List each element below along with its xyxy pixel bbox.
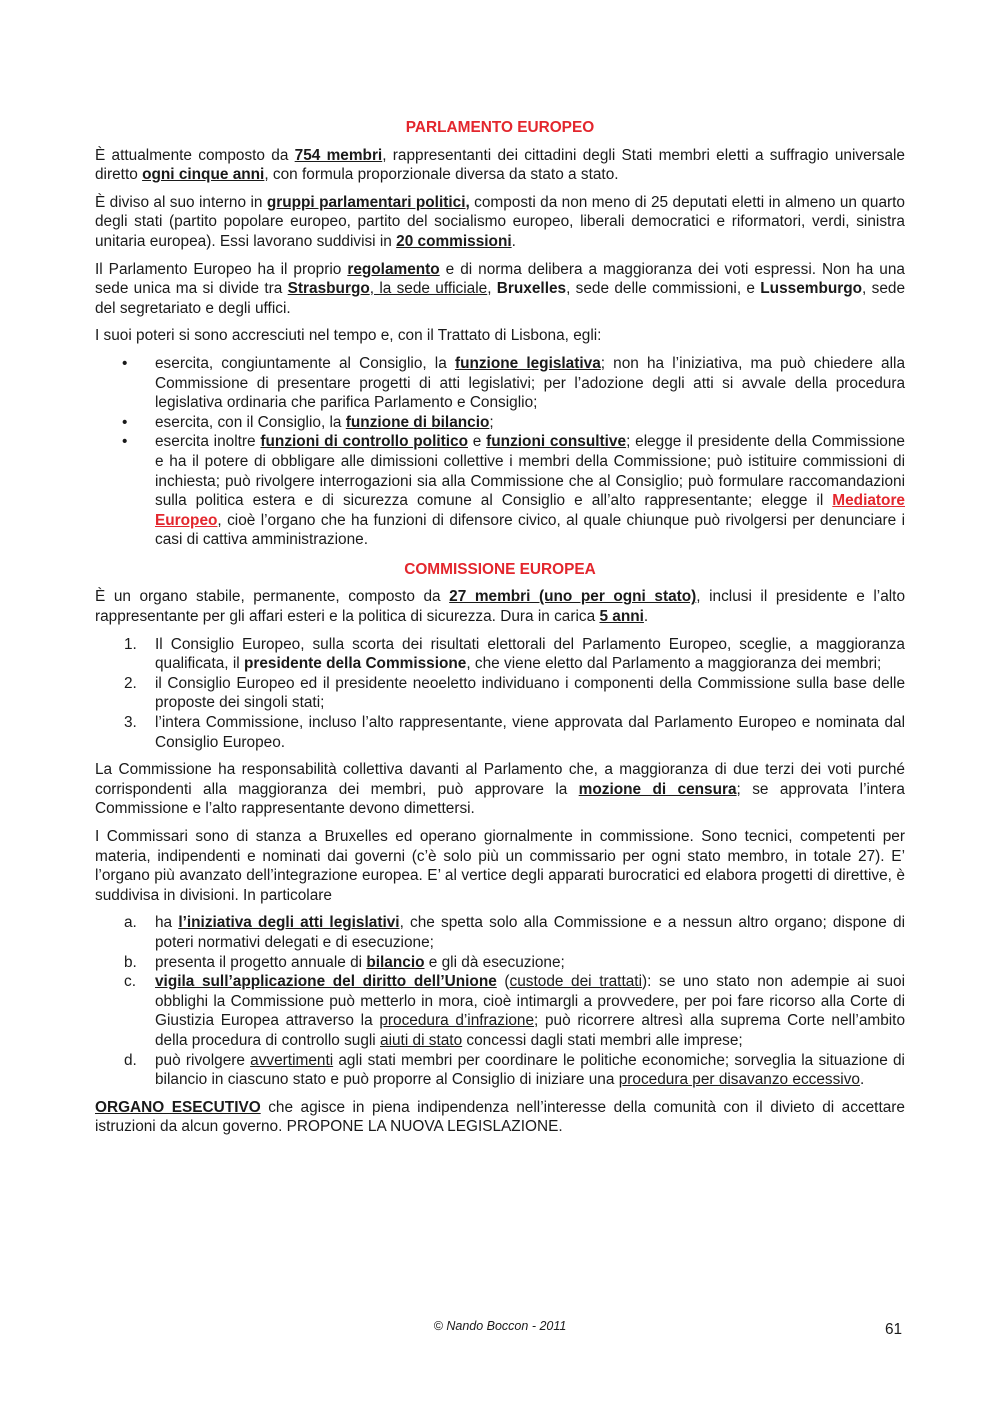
list-item-a: a. ha l’iniziativa degli atti legislativi, che spetta solo alla Commissione e a nessun altro organo; dispone di poteri normativi delegati e di esecuzione; [124,914,905,951]
list-item-b: b. presenta il progetto annuale di bilancio e gli dà esecuzione; [124,953,565,971]
highlight-gruppi-parlamentari: gruppi parlamentari politici, [266,193,470,211]
highlight-funzioni-consultive: funzioni consultive [486,433,627,451]
section-title-commissione: COMMISSIONE EUROPEA [404,560,596,578]
appointment-steps-list [95,635,905,753]
powers-list [95,354,905,550]
bullet-mark: • [122,354,128,372]
section-title-parlamento: PARLAMENTO EUROPEO [405,119,595,136]
highlight-vigila-diritto: vigila sull’applicazione del diritto dell’Unione [155,973,497,991]
paragraph-executive-organ: ORGANO ESECUTIVO che agisce in piena indipendenza nell’interesse della comunità con il divieto di accettare istruzioni da alcun governo. PROPONE LA NUOVA LEGISLAZIONE. [95,1098,905,1136]
highlight-presidente-commissione: presidente della Commissione [243,655,467,673]
list-item-d: d. può rivolgere avvertimenti agli stati membri per coordinare le politiche economiche; sorveglia la situazione di bilancio in ciascuno stato e può proporre al Consiglio di iniziare una procedura per disavanzo eccessivo. [124,1051,905,1089]
list-item-step-1: 1. Il Consiglio Europeo, sulla scorta dei risultati elettorali del Parlamento Europeo, sceglie, a maggioranza qualificata, il presidente della Commissione, che viene eletto dal Parlamento a maggioranza dei membri; [124,635,905,673]
list-item-c: c. vigila sull’applicazione del diritto dell’Unione (custode dei trattati): se uno stato non adempie ai suoi obblighi la Commissione può metterlo in mora, cioè intimargli a provvedere, per poi fare ricorso alla Corte di Giustizia Europea attraverso la procedura d’infrazione; può ricorrere altresì alla suprema Corte nell’ambito della procedura di controllo sugli aiuti di stato concessi dagli stati membri alle imprese; [124,973,906,1049]
highlight-procedura-infrazione: procedura d’infrazione [379,1012,535,1030]
highlight-bilancio: bilancio [366,953,425,971]
paragraph-seats: Il Parlamento Europeo ha il proprio regolamento e di norma delibera a maggioranza dei voti espressi. Non ha una sede unica ma si divide tra Strasburgo, la sede ufficiale, Bruxelles, sede delle commissioni, e Lussemburgo, sede del segretariato e degli uffici. [95,260,905,317]
highlight-strasburgo: Strasburgo [287,280,370,298]
highlight-organo-esecutivo: ORGANO ESECUTIVO [95,1098,261,1116]
paragraph-commission-composition: È un organo stabile, permanente, composto da 27 membri (uno per ogni stato), inclusi il presidente e l’alto rappresentante per gli affari esteri e la politica di sicurezza. Dura in carica 5 anni. [95,588,906,626]
list-item-step-2: 2. il Consiglio Europeo ed il presidente neoeletto individuano i componenti della Commissione sulla base delle proposte dei singoli stati; [124,674,905,712]
highlight-mediatore-europeo: Mediatore Europeo [155,492,905,529]
paragraph-powers-intro: I suoi poteri si sono accresciuti nel tempo e, con il Trattato di Lisbona, egli: [95,327,602,345]
highlight-aiuti-stato: aiuti di stato [380,1031,463,1049]
list-item-legislative: • esercita, congiuntamente al Consiglio, la funzione legislativa; non ha l’iniziativa, ma può chiedere alla Commissione di presentare progetti di atti legislativi; per l’adozione degli atti si avvale della procedura legislativa ordinaria che parifica Parlamento e Consiglio; [122,354,906,412]
highlight-27-membri: 27 membri (uno per ogni stato) [449,588,697,606]
document-page [95,118,905,1145]
paragraph-commissioners: I Commissari sono di stanza a Bruxelles ed operano giornalmente in commissione. Sono tecnici, competenti per materia, indipendenti e nominati dai governi (c’è solo più un commissario per ogni stato membro, in totale 27). E’ l’organo più avanzato dell’integrazione europea. E’ al vertice degli apparati burocratici ed elabora progetti di direttive, è suddivisa in divisioni. In particolare [95,828,905,904]
highlight-mozione-censura: mozione di censura [578,780,737,798]
highlight-regolamento: regolamento [347,260,440,278]
highlight-custode-trattati: custode dei trattati [509,973,642,991]
highlight-iniziativa-atti: l’iniziativa degli atti legislativi [178,914,400,932]
footer-copyright: © Nando Boccon - 2011 [433,1319,567,1333]
highlight-ogni-cinque-anni: ogni cinque anni [142,166,265,184]
bullet-mark: • [122,433,128,451]
highlight-bruxelles: Bruxelles [496,280,567,298]
highlight-20-commissioni: 20 commissioni [396,232,512,250]
paragraph-groups: È diviso al suo interno in gruppi parlamentari politici, composti da non meno di 25 deputati eletti in almeno un quarto degli stati (partito popolare europeo, partito del socialismo europeo, liberali democratici e riformatori, verdi, sinistra unitaria europea). Essi lavorano suddivisi in 20 commissioni. [95,193,905,250]
page-number: 61 [885,1321,903,1338]
bullet-mark: • [122,413,128,431]
highlight-lussemburgo: Lussemburgo [760,280,863,298]
paragraph-composition: È attualmente composto da 754 membri, rappresentanti dei cittadini degli Stati membri eletti a suffragio universale diretto ogni cinque anni, con formula proporzionale diversa da stato a stato. [95,146,905,184]
commission-functions-list [95,913,905,1089]
list-item-control: • esercita inoltre funzioni di controllo politico e funzioni consultive; elegge il presidente della Commissione e ha il potere di obbligare alle dimissioni collettive i membri della Commissione; può istituire commissioni di inchiesta; può rivolgere interrogazioni sia alla Commissione che al Consiglio; può formulare raccomandazioni sulla politica estera e di sicurezza comune al Consiglio e all’alto rappresentante; elegge il Mediatore Europeo, cioè l’organo che ha funzioni di difensore civico, al quale chiunque può rivolgersi per denunciare i casi di cattiva amministrazione. [122,433,905,549]
highlight-5-anni: 5 anni [599,608,644,626]
highlight-avvertimenti: avvertimenti [250,1051,334,1069]
highlight-controllo-politico: funzioni di controllo politico [260,433,468,451]
list-item-step-3: 3. l’intera Commissione, incluso l’alto rappresentante, viene approvata dal Parlamento Europeo e nominata dal Consiglio Europeo. [124,714,905,751]
highlight-procedura-disavanzo: procedura per disavanzo eccessivo [618,1071,860,1089]
list-item-budget: • esercita, con il Consiglio, la funzione di bilancio; [122,413,494,431]
highlight-754-membri: 754 membri [294,146,383,164]
highlight-funzione-bilancio: funzione di bilancio [345,413,490,431]
paragraph-censure: La Commissione ha responsabilità collettiva davanti al Parlamento che, a maggioranza di due terzi dei voti purché corrispondenti alla maggioranza dei membri, può approvare la mozione di censura; se approvata l’intera Commissione e l’alto rappresentante devono dimettersi. [95,761,905,818]
highlight-funzione-legislativa: funzione legislativa [454,354,601,372]
